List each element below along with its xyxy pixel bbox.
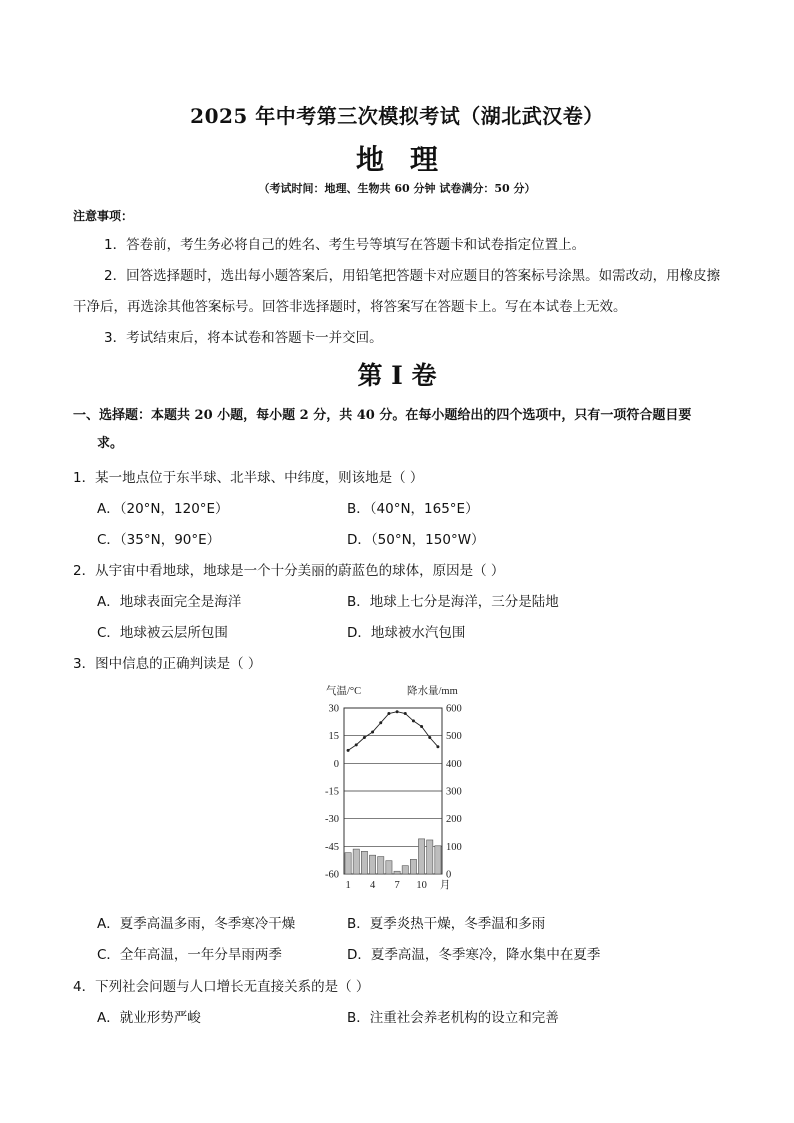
chart-x-tick-label: 4 bbox=[369, 880, 376, 891]
chart-precipitation-bar bbox=[378, 857, 384, 874]
chart-precipitation-bar bbox=[402, 866, 408, 874]
chart-left-axis-label: 气温/°C bbox=[326, 686, 362, 697]
chart-x-tick-label: 1 bbox=[345, 880, 351, 891]
chart-temperature-point bbox=[428, 736, 431, 739]
chart-temperature-point bbox=[379, 721, 382, 724]
chart-temperature-line bbox=[348, 712, 438, 751]
question-4-option-b: B．注重社会养老机构的设立和完善 bbox=[347, 1010, 559, 1026]
question-1-option-c: C．（35°N，90°E） bbox=[97, 532, 221, 548]
notes-title: 注意事项： bbox=[73, 209, 134, 223]
exam-info: （考试时间：地理、生物共 60 分钟 试卷满分：50 分） bbox=[258, 182, 536, 195]
question-1-option-d: D．（50°N，150°W） bbox=[347, 532, 485, 548]
volume-heading: 第 I 卷 bbox=[357, 361, 437, 390]
question-2-option-b: B．地球上七分是海洋，三分是陆地 bbox=[347, 594, 559, 610]
chart-precipitation-bar bbox=[435, 846, 441, 874]
section-line-2: 求。 bbox=[97, 436, 124, 451]
chart-temperature-point bbox=[371, 730, 374, 733]
climate-chart bbox=[310, 680, 470, 895]
question-4-option-a: A．就业形势严峻 bbox=[97, 1010, 201, 1026]
chart-left-tick-label: -45 bbox=[325, 841, 339, 853]
chart-left-tick-label: 0 bbox=[333, 758, 339, 770]
question-3-option-b: B．夏季炎热干燥，冬季温和多雨 bbox=[347, 916, 546, 932]
note-item-1: 1．答卷前，考生务必将自己的姓名、考生号等填写在答题卡和试卷指定位置上。 bbox=[104, 237, 586, 253]
chart-precipitation-bar bbox=[361, 851, 367, 874]
chart-temperature-point bbox=[347, 749, 350, 752]
chart-precipitation-bar bbox=[394, 871, 400, 874]
chart-right-axis-label: 降水量/mm bbox=[407, 686, 458, 697]
chart-x-tick-label: 10 bbox=[416, 880, 427, 891]
chart-right-tick-label: 100 bbox=[446, 841, 462, 853]
question-3-option-a: A．夏季高温多雨，冬季寒冷干燥 bbox=[97, 916, 296, 932]
question-1-option-a: A．（20°N，120°E） bbox=[97, 501, 229, 517]
chart-right-tick-label: 200 bbox=[446, 814, 462, 826]
chart-precipitation-bar bbox=[369, 855, 375, 874]
chart-temperature-point bbox=[412, 719, 415, 722]
question-2-option-c: C．地球被云层所包围 bbox=[97, 625, 228, 641]
chart-right-tick-label: 300 bbox=[446, 786, 462, 798]
question-3-option-d: D．夏季高温，冬季寒冷，降水集中在夏季 bbox=[347, 947, 601, 963]
chart-precipitation-bar bbox=[386, 861, 392, 874]
subject-title: 地理 bbox=[355, 143, 464, 176]
question-2-option-a: A．地球表面完全是海洋 bbox=[97, 594, 242, 610]
note-item-3: 3．考试结束后，将本试卷和答题卡一并交回。 bbox=[104, 330, 383, 346]
chart-temperature-point bbox=[404, 712, 407, 715]
chart-right-tick-label: 0 bbox=[446, 869, 452, 881]
chart-left-tick-label: -15 bbox=[325, 786, 339, 798]
exam-title: 2025 年中考第三次模拟考试（湖北武汉卷） bbox=[190, 104, 604, 128]
chart-precipitation-bar bbox=[353, 849, 359, 874]
note-item-2: 2．回答选择题时，选出每小题答案后，用铅笔把答题卡对应题目的答案标号涂黑。如需改动，用橡皮擦干净后，再选涂其他答案标号。回答非选择题时，将答案写在答题卡上。写在本试卷上无效。 bbox=[73, 268, 721, 315]
question-3-stem: 3．图中信息的正确判读是（ ） bbox=[73, 656, 262, 672]
chart-temperature-point bbox=[363, 736, 366, 739]
section-heading bbox=[73, 402, 728, 458]
chart-precipitation-bar bbox=[410, 859, 416, 874]
section-line-1: 一、选择题：本题共 20 小题，每小题 2 分，共 40 分。在每小题给出的四个选项中，只有一项符合题目要 bbox=[73, 408, 692, 423]
chart-temperature-point bbox=[355, 743, 358, 746]
chart-right-tick-label: 400 bbox=[446, 758, 462, 770]
chart-left-tick-label: 30 bbox=[328, 703, 339, 715]
chart-left-tick-label: 15 bbox=[328, 731, 339, 743]
chart-temperature-point bbox=[396, 710, 399, 713]
question-1-option-b: B．（40°N，165°E） bbox=[347, 501, 479, 517]
chart-left-tick-label: -60 bbox=[325, 869, 339, 881]
question-3-option-c: C．全年高温，一年分旱雨两季 bbox=[97, 947, 282, 963]
chart-temperature-point bbox=[387, 712, 390, 715]
question-2-option-d: D．地球被水汽包围 bbox=[347, 625, 466, 641]
chart-right-tick-label: 600 bbox=[446, 703, 462, 715]
chart-right-tick-label: 500 bbox=[446, 731, 462, 743]
chart-temperature-point bbox=[436, 745, 439, 748]
chart-left-tick-label: -30 bbox=[325, 814, 339, 826]
chart-x-tick-label: 7 bbox=[394, 880, 400, 891]
question-4-stem: 4．下列社会问题与人口增长无直接关系的是（ ） bbox=[73, 979, 370, 995]
chart-precipitation-bar bbox=[427, 840, 433, 874]
question-1-stem: 1．某一地点位于东半球、北半球、中纬度，则该地是（ ） bbox=[73, 470, 424, 486]
chart-x-unit-label: 月 bbox=[439, 880, 451, 891]
chart-precipitation-bar bbox=[345, 853, 351, 874]
chart-temperature-point bbox=[420, 725, 423, 728]
question-2-stem: 2．从宇宙中看地球，地球是一个十分美丽的蔚蓝色的球体，原因是（ ） bbox=[73, 563, 505, 579]
chart-precipitation-bar bbox=[418, 839, 424, 874]
